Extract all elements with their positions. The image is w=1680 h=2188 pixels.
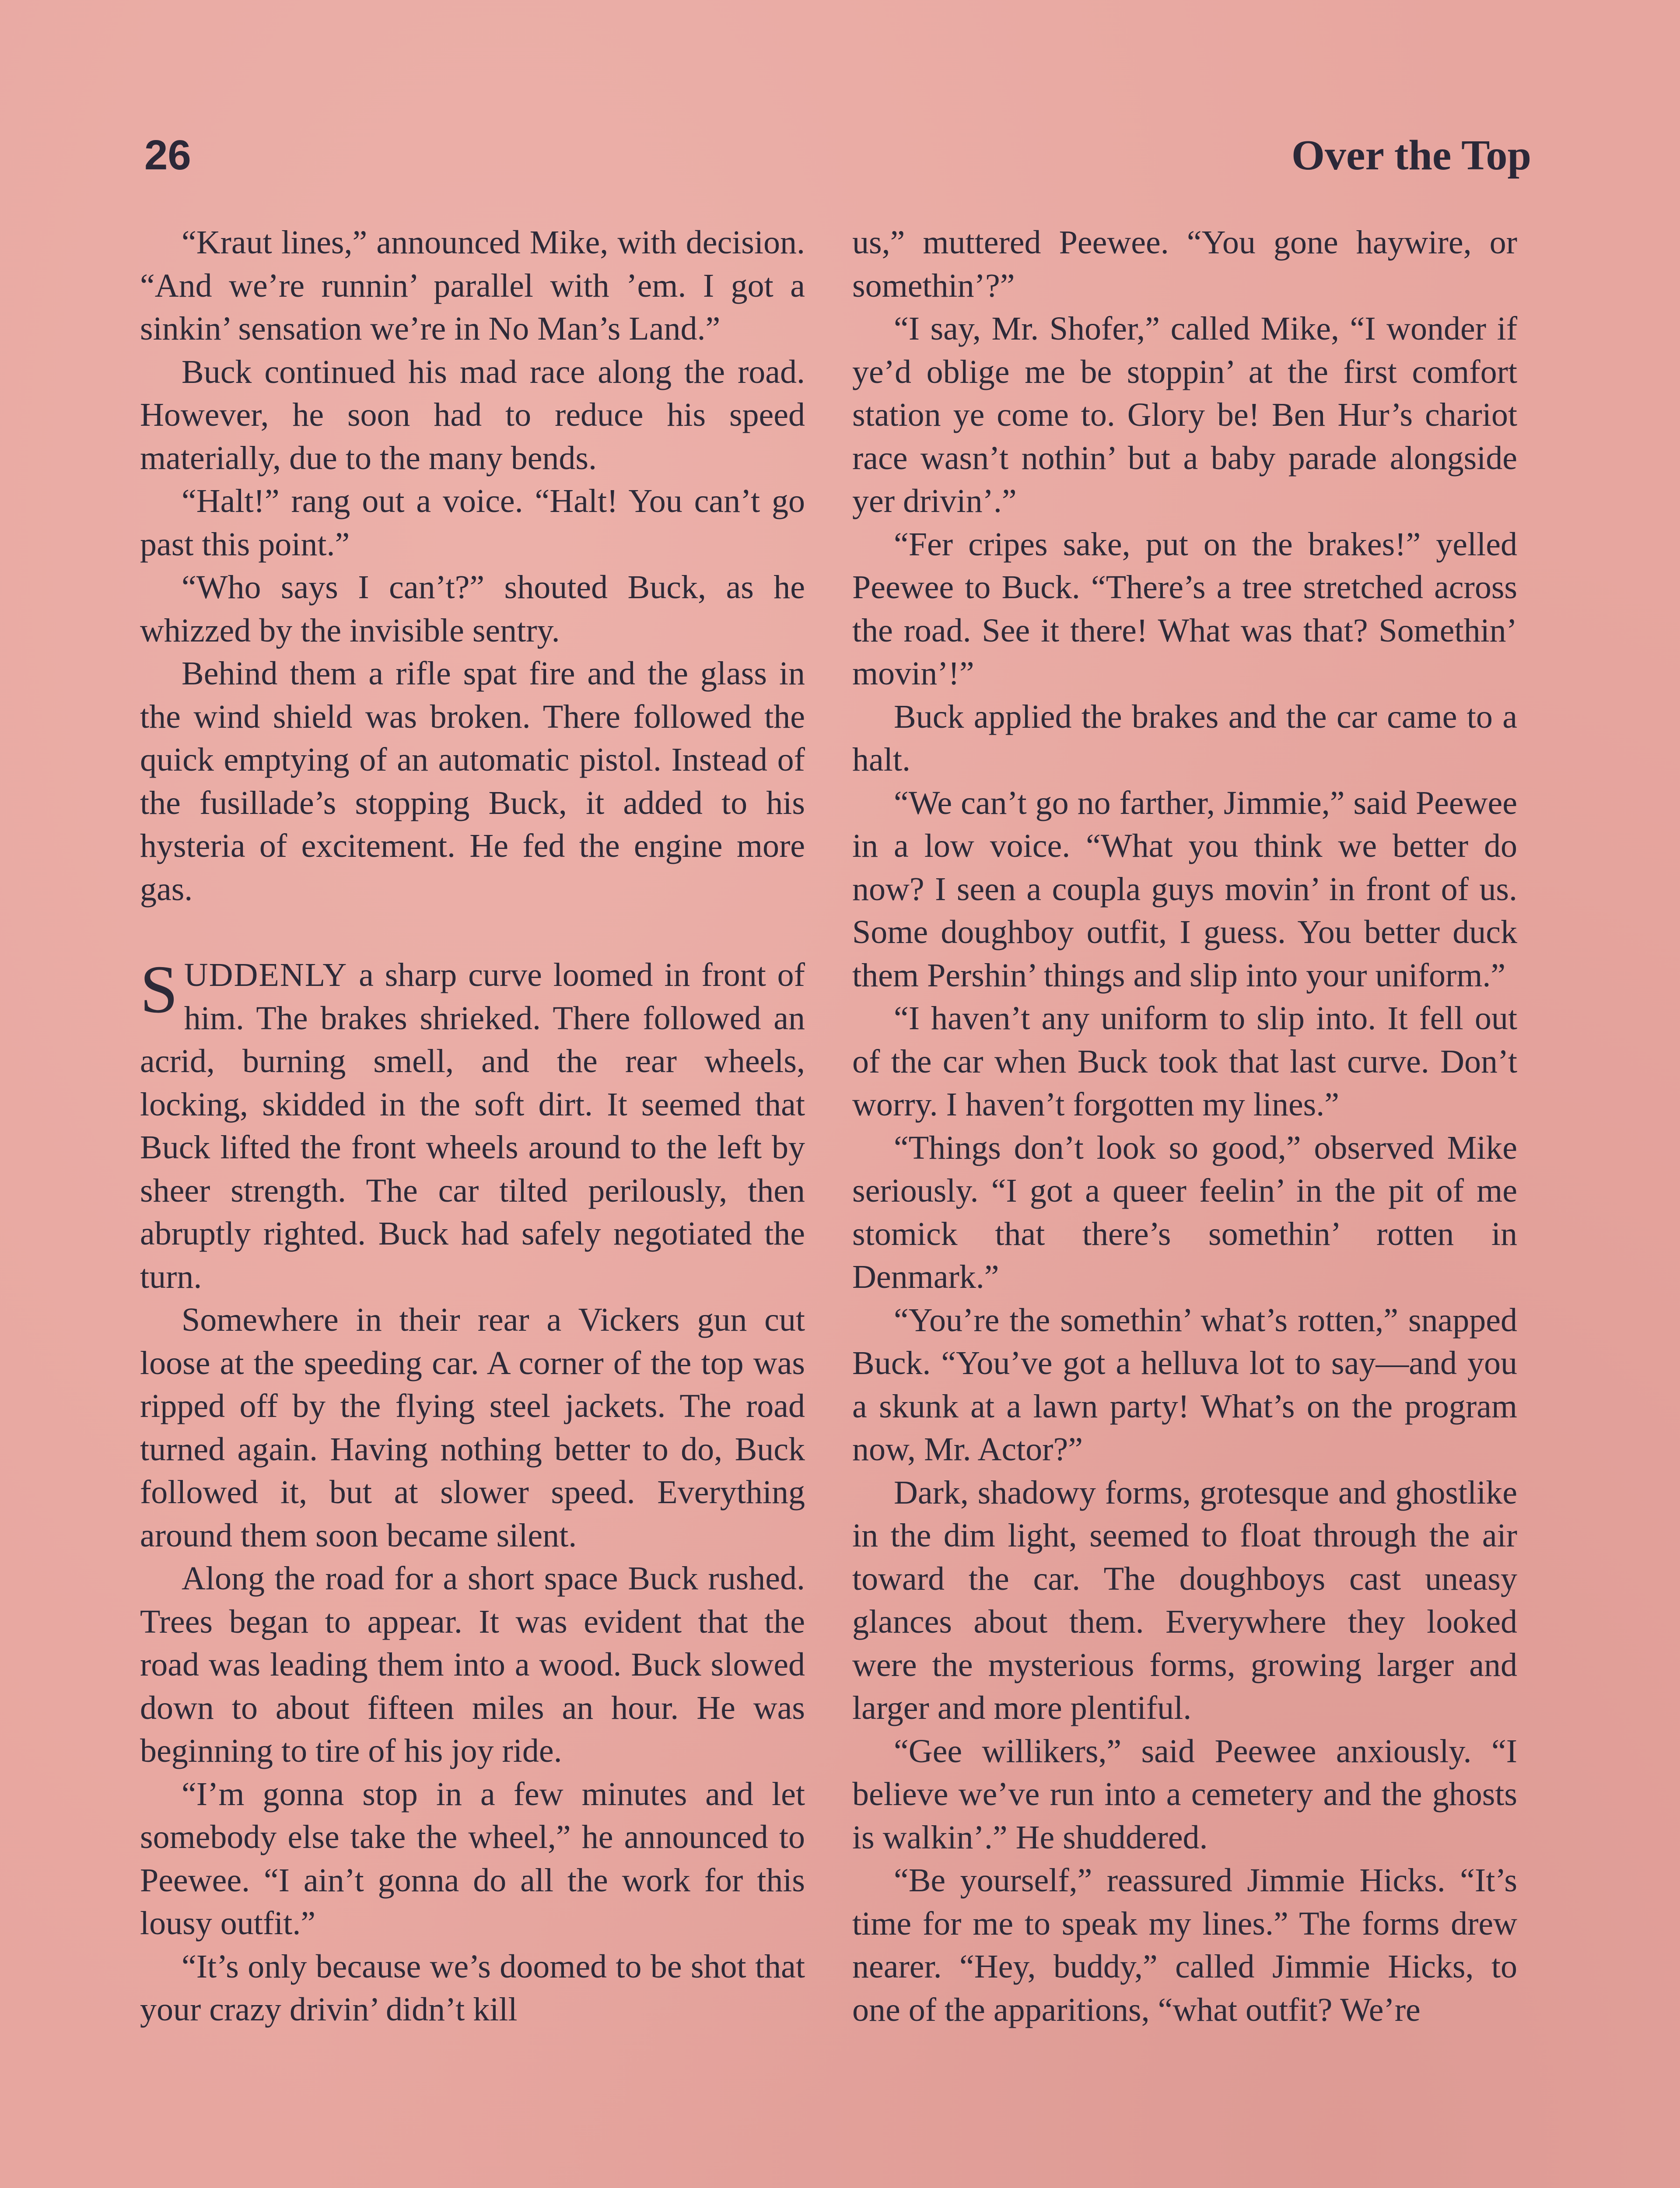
paragraph: “It’s only because we’s doomed to be shot that your crazy drivin’ didn’t kill — [140, 1948, 805, 2028]
paragraph: “Be yourself,” reassured Jimmie Hicks. “It’s time for me to speak my lines.” The forms drew nearer. “Hey, buddy,” called Jimmie Hicks, to one of the apparitions, “what outfit? We’re — [852, 1862, 1517, 2028]
paragraph: “I’m gonna stop in a few minutes and let somebody else take the wheel,” he announced to Peewee. “I ain’t gonna do all the work for this lousy outfit.” — [140, 1775, 805, 1942]
paragraph: “We can’t go no farther, Jimmie,” said Peewee in a low voice. “What you think we better do now? I seen a coupla guys movin’ in front of us. Some doughboy outfit, I guess. You better duck them Pershin’ things and slip into your uniform.” — [852, 784, 1517, 994]
paragraph: Behind them a rifle spat fire and the glass in the wind shield was broken. There followed the quick emptying of an automatic pistol. Instead of the fusillade’s stopping Buck, it added to his hysteria of excitement. He fed the engine more gas. — [140, 655, 805, 908]
paragraph: “Fer cripes sake, put on the brakes!” yelled Peewee to Buck. “There’s a tree stretched across the road. See it there! What was that? Somethin’ movin’!” — [852, 526, 1517, 692]
paragraph: Along the road for a short space Buck rushed. Trees began to appear. It was evident that the road was leading them into a wood. Buck slowed down to about fifteen miles an hour. He was beginning to tire of his joy ride. — [140, 1560, 805, 1769]
paragraph: “Halt!” rang out a voice. “Halt! You can’t go past this point.” — [140, 483, 805, 563]
paragraph: Buck applied the brakes and the car came to a halt. — [852, 698, 1517, 778]
page-header — [144, 131, 1531, 193]
paragraph: “Kraut lines,” announced Mike, with decision. “And we’re runnin’ parallel with ’em. I got a sinkin’ sensation we’re in No Man’s Land.” — [140, 224, 805, 347]
smallcaps-lead: UDDENLY — [184, 957, 348, 993]
section-break — [140, 911, 805, 954]
paragraph: “I say, Mr. Shofer,” called Mike, “I wonder if ye’d oblige me be stoppin’ at the first comfort station ye come to. Glory be! Ben Hur’s chariot race wasn’t nothin’ but a baby parade alongside yer drivin’.” — [852, 310, 1517, 519]
running-title: Over the Top — [1291, 132, 1531, 179]
paragraph-text: a sharp curve loomed in front of him. The brakes shrieked. There followed an acrid, burning smell, and the rear wheels, locking, skidded in the soft dirt. It seemed that Buck lifted the front wheels around to the left by sheer strength. The car tilted perilously, then abruptly righted. Buck had safely negotiated the turn. — [140, 957, 805, 1295]
paragraph: “You’re the somethin’ what’s rotten,” snapped Buck. “You’ve got a helluva lot to say—and you a skunk at a lawn party! What’s on the program now, Mr. Actor?” — [852, 1301, 1517, 1468]
paragraph: “Gee willikers,” said Peewee anxiously. “I believe we’ve run into a cemetery and the ghosts is walkin’.” He shuddered. — [852, 1732, 1517, 1856]
paragraph: Somewhere in their rear a Vickers gun cut loose at the speeding car. A corner of the top was ripped off by the flying steel jackets. The road turned again. Having nothing better to do, Buck followed it, but at slower speed. Everything around them soon became silent. — [140, 1301, 805, 1554]
drop-cap: S — [140, 951, 178, 1027]
paragraph: “Things don’t look so good,” observed Mike seriously. “I got a queer feelin’ in the pit of me stomick that there’s somethin’ rotten in Denmark.” — [852, 1129, 1517, 1295]
paragraph-continued: us,” muttered Peewee. “You gone haywire, or somethin’?” — [852, 224, 1517, 304]
paragraph: Dark, shadowy forms, grotesque and ghostlike in the dim light, seemed to float through the air toward the car. The doughboys cast uneasy glances about them. Everywhere they looked were the mysterious forms, growing larger and larger and more plentiful. — [852, 1474, 1517, 1726]
paragraph: “I haven’t any uniform to slip into. It fell out of the car when Buck took that last curve. Don’t worry. I haven’t forgotten my lines.” — [852, 1000, 1517, 1123]
page-number: 26 — [144, 132, 191, 179]
left-column — [140, 221, 805, 2031]
dropcap-paragraph — [140, 951, 805, 1298]
paragraph: “Who says I can’t?” shouted Buck, as he whizzed by the invisible sentry. — [140, 569, 805, 649]
paragraph: Buck continued his mad race along the road. However, he soon had to reduce his speed materially, due to the many bends. — [140, 353, 805, 477]
right-column — [852, 221, 1517, 2031]
